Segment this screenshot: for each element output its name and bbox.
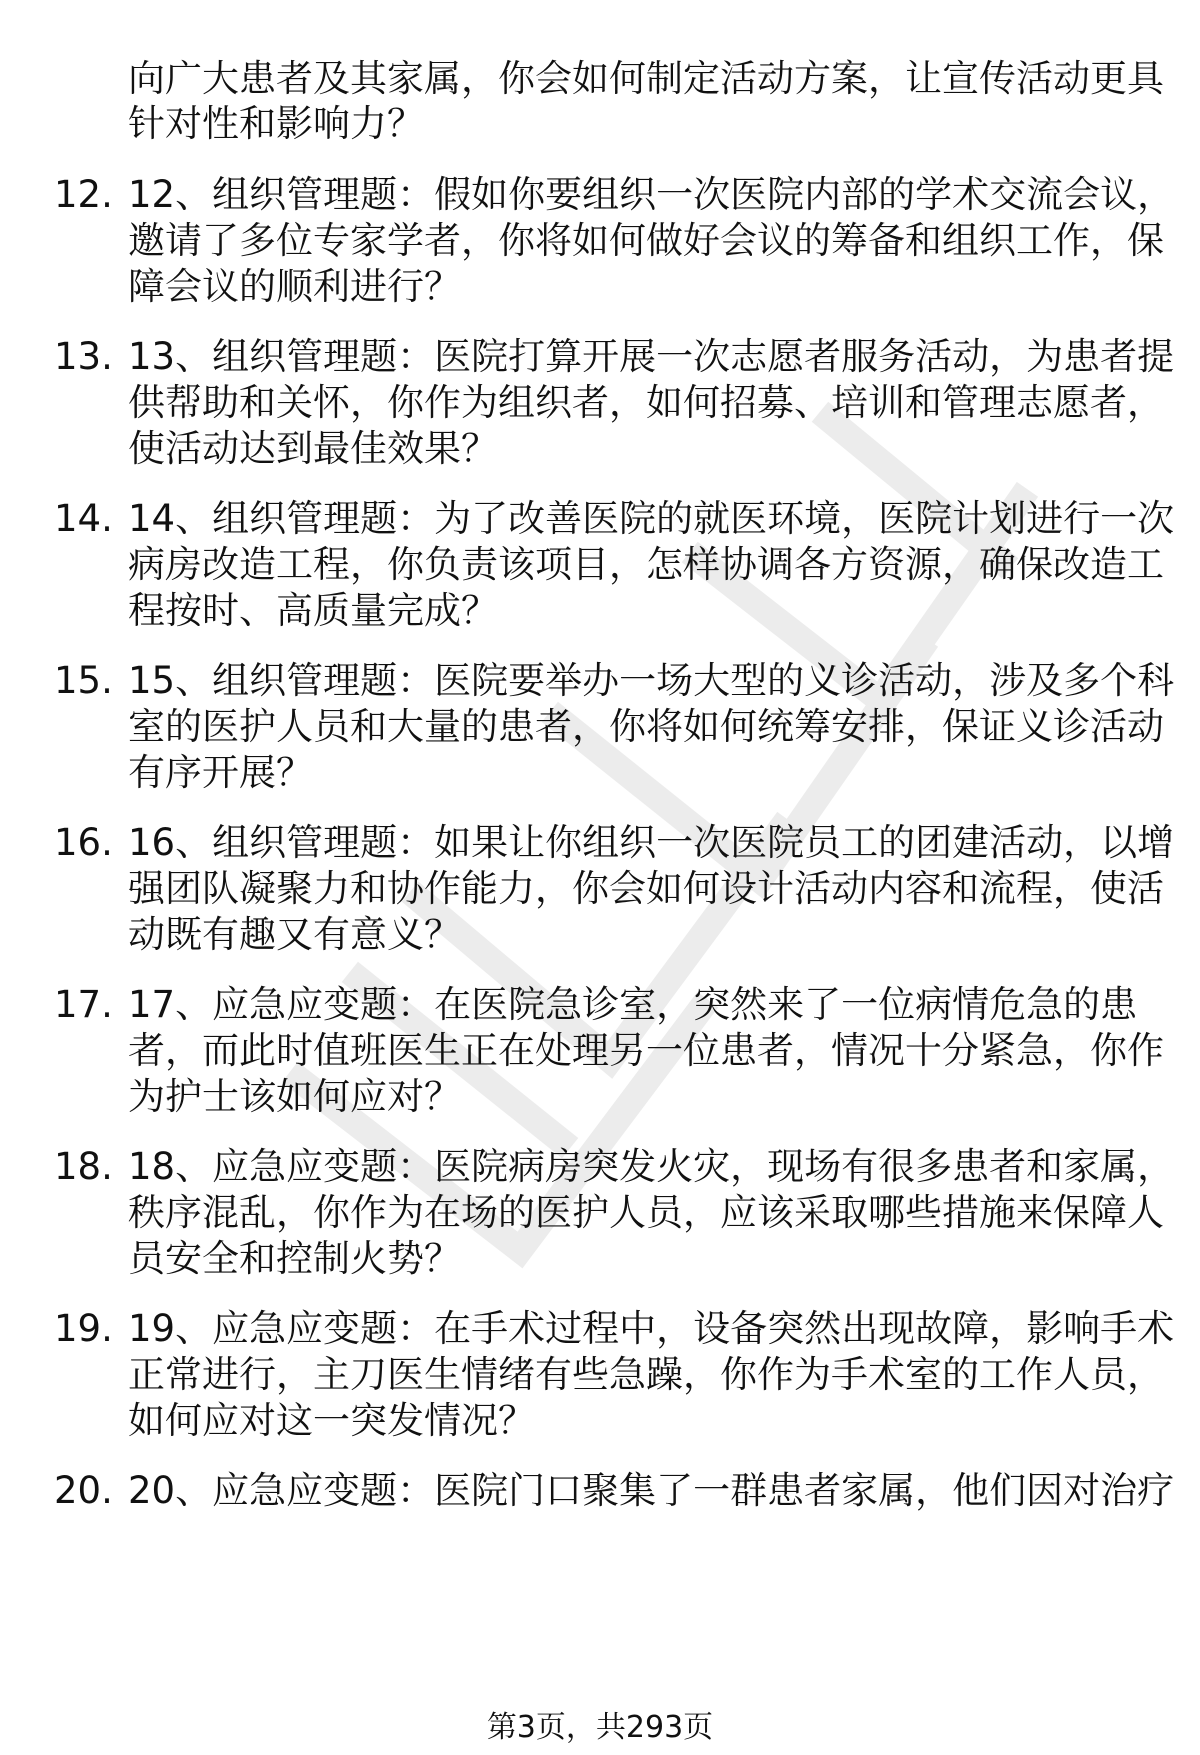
list-item-line: 如何应对这一突发情况？ xyxy=(128,1399,535,1442)
list-item-number: 15. xyxy=(54,659,113,702)
list-item-line: 者，而此时值班医生正在处理另一位患者，情况十分紧急，你作 xyxy=(128,1029,1164,1072)
list-item-number: 14. xyxy=(54,497,113,540)
list-item-number: 12. xyxy=(54,173,113,216)
list-item-line: 15、组织管理题：医院要举办一场大型的义诊活动，涉及多个科 xyxy=(128,659,1175,702)
list-item-line: 20、应急应变题：医院门口聚集了一群患者家属，他们因对治疗 xyxy=(128,1469,1175,1512)
list-item-line: 正常进行，主刀医生情绪有些急躁，你作为手术室的工作人员， xyxy=(128,1353,1164,1396)
list-item-line: 使活动达到最佳效果？ xyxy=(128,427,498,470)
list-item-line: 19、应急应变题：在手术过程中，设备突然出现故障，影响手术 xyxy=(128,1307,1175,1350)
list-item-line: 12、组织管理题：假如你要组织一次医院内部的学术交流会议， xyxy=(128,173,1175,216)
list-item-line: 病房改造工程，你负责该项目，怎样协调各方资源，确保改造工 xyxy=(128,543,1164,586)
list-item-number: 17. xyxy=(54,983,113,1026)
list-item-line: 员安全和控制火势？ xyxy=(128,1237,461,1280)
list-item-number: 19. xyxy=(54,1307,113,1350)
list-item-line: 供帮助和关怀，你作为组织者，如何招募、培训和管理志愿者， xyxy=(128,381,1164,424)
list-item-line: 强团队凝聚力和协作能力，你会如何设计活动内容和流程，使活 xyxy=(128,867,1164,910)
list-item-line: 动既有趣又有意义？ xyxy=(128,913,461,956)
list-item-line: 17、应急应变题：在医院急诊室，突然来了一位病情危急的患 xyxy=(128,983,1138,1026)
continuation-line-2: 针对性和影响力？ xyxy=(128,102,424,145)
list-item-line: 室的医护人员和大量的患者，你将如何统筹安排，保证义诊活动 xyxy=(128,705,1164,748)
list-item-number: 18. xyxy=(54,1145,113,1188)
list-item-line: 邀请了多位专家学者，你将如何做好会议的筹备和组织工作，保 xyxy=(128,219,1164,262)
list-item-line: 障会议的顺利进行？ xyxy=(128,265,461,308)
list-item-line: 14、组织管理题：为了改善医院的就医环境，医院计划进行一次 xyxy=(128,497,1175,540)
list-item-line: 秩序混乱，你作为在场的医护人员，应该采取哪些措施来保障人 xyxy=(128,1191,1164,1234)
list-item-line: 程按时、高质量完成？ xyxy=(128,589,498,632)
list-item-number: 16. xyxy=(54,821,113,864)
list-item-line: 16、组织管理题：如果让你组织一次医院员工的团建活动，以增 xyxy=(128,821,1175,864)
page-counter: 第3页，共293页 xyxy=(486,1710,714,1745)
list-item-line: 18、应急应变题：医院病房突发火灾，现场有很多患者和家属， xyxy=(128,1145,1175,1188)
list-item-line: 13、组织管理题：医院打算开展一次志愿者服务活动，为患者提 xyxy=(128,335,1175,378)
list-item-number: 20. xyxy=(54,1469,113,1512)
continuation-line-1: 向广大患者及其家属，你会如何制定活动方案，让宣传活动更具 xyxy=(128,57,1164,100)
list-item-line: 为护士该如何应对？ xyxy=(128,1075,461,1118)
list-item-line: 有序开展？ xyxy=(128,751,313,794)
list-item-number: 13. xyxy=(54,335,113,378)
